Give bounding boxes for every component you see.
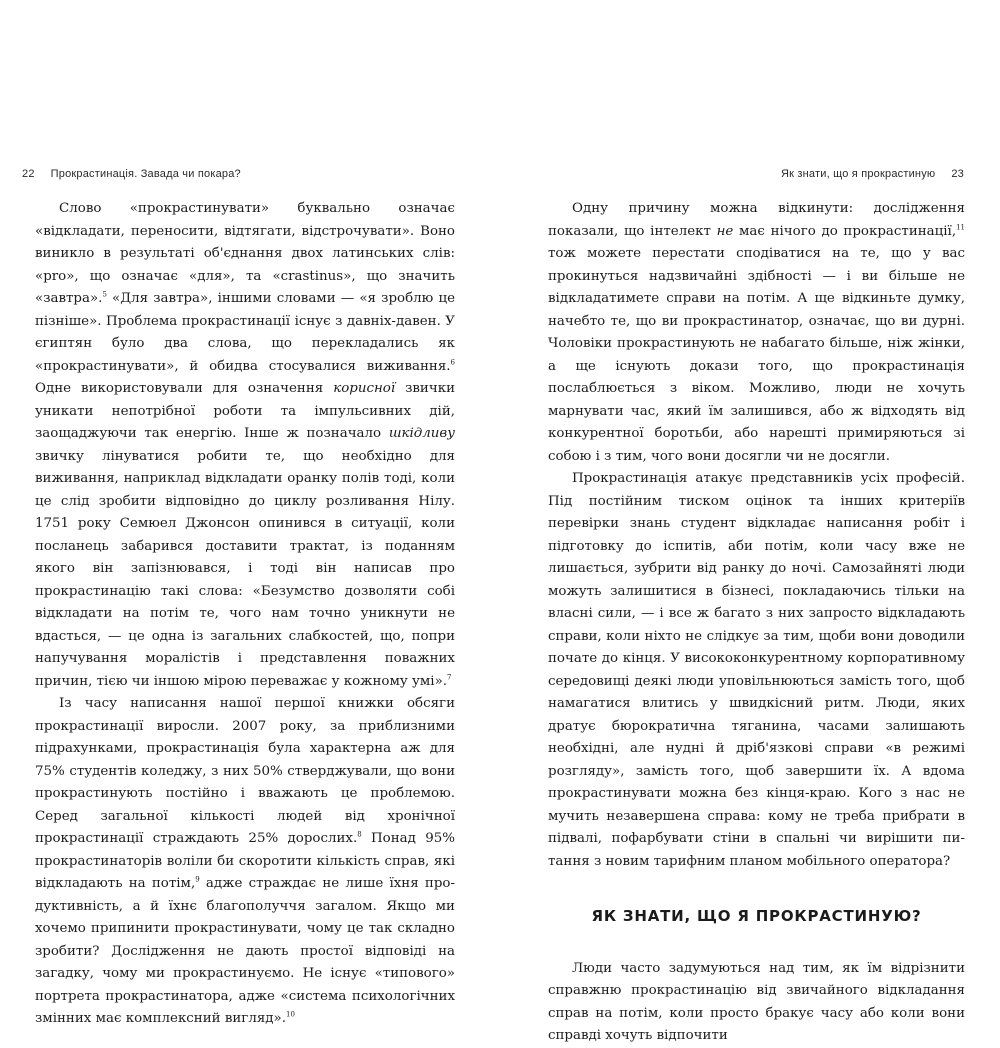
footnote-ref: 9: [195, 875, 200, 884]
footnote-ref: 8: [357, 830, 362, 839]
emphasis: шкідливу: [388, 426, 455, 441]
right-running-title: Як знати, що я прокрастиную: [780, 168, 936, 180]
footnote-ref: 5: [102, 290, 107, 299]
emphasis: корисної: [333, 381, 396, 396]
section-heading: ЯК ЗНАТИ, ЩО Я ПРОКРАСТИНУЮ?: [591, 907, 922, 925]
footnote-ref: 10: [285, 1010, 295, 1019]
left-running-head: [22, 168, 241, 180]
right-paragraph-1: Одну причину можна відкинути: дослідження показали, що інтелект не має нічого до прокрастинації,$^{11}$ тож можете перестати сподіватися на те, що у вас прокинуться надзвичайні здібності — і ви більше не відкладатимете справи на потім. А ще відкиньте думку, начебто те, що ви прокрастинатор, означає, що ви дурні. Чоловіки прокрастинують не набагато більше, ніж жінки, а ще існують докази того, що прокрастинація послаблюється з віком. Можливо, люди не хочуть марнувати час, який їм залишився, або ж відходять від конкурентної боротьби, або нарешті примиряються зі собою і з тим, чого вони досягли чи не досягли.: [548, 201, 966, 464]
footnote-ref: 7: [447, 673, 452, 682]
left-page-number: 22: [22, 168, 35, 180]
emphasis: не: [716, 223, 734, 239]
right-running-head: [781, 168, 964, 180]
right-paragraph-2: Прокрастинація атакує представників усіх професій. Під постійним тиском оцінок та інших критеріїв перевірки знань студент відкладає написання робіт і підготовку до іспитів, аби потім, коли часу вже не лишається, зубрити від ранку до ночі. Самозайняті люди можуть залишитися в бізнесі, покладаючись тільки на власні сили, — і все ж багато з них запросто відкладають справи, коли ніхто не слідкує за тим, щоби вони доводили почате до кінця. У висококонкурентному корпоративному середовищі деякі люди уповільнюються замість того, щоб намагатися влитись у швидкісний ритм. Люди, яких дратує бюрократична тяганина, часами залишають необхідні, але нудні й дріб'язкові справи «в режимі розгляду», замість того, щоб завершити їх. А вдома прокрастинувати можна без кінця-краю. Кого з нас не мучить незавершена справа: кому не треба прибрати в підвалі, пофарбувати стіни в спальні чи вирішити питання з новим тарифним планом мобільного оператора?: [548, 471, 965, 869]
left-running-title: Прокрастинація. Завада чи покара?: [50, 168, 241, 180]
left-page-body: [35, 198, 455, 1031]
left-paragraph-2: Із часу написання нашої першої книжки обсяги прокрастинації виросли. 2007 року, за приблизними підрахунками, прокрастинація була характерна аж для 75% студентів коледжу, з них 50% стверджували, що вони прокрастинують постійно і вважають це проблемою. Серед загальної кількості людей від хронічної прокрастинації страждають 25% дорослих.$^8$ Понад 95% прокрастинаторів воліли би скоротити кількість справ, які відкладають на потім,$^9$ адже страждає не лише їхня продуктивність, а й їхнє благополуччя загалом. Якщо ми хочемо припинити прокрастинувати, чому це так складно зробити? Дослідження не дають простої відповіді на загадку, чому ми прокрастинуємо. Не існує «типового» портрета прокрастинатора, адже «система психологічних змінних має комплексний вигляд».$^{10}$: [35, 696, 455, 1026]
right-page-number: 23: [951, 168, 964, 180]
left-paragraph-1: Слово «прокрастинувати» буквально означає «відкладати, переносити, відтягати, відстрочувати». Воно виникло в результаті об'єднання двох латинських слів: «pro», що означає «для», та «crastinus», що значить «завтра».$^5$ «Для завтра», іншими словами — «я зроблю це пізніше». Проблема прокрастинації існує з давніх-давен. У єгиптян було два слова, що перекладались як «прокрастинувати», й обидва стосувалися виживання.$^6$ Одне використовували для означення корисної звички уникати непотрібної роботи та імпульсивних дій, заощаджуючи так енергію. Інше ж позначало шкідливу звичку лінуватися робити те, що необхідно для виживання, наприклад відкладати оранку полів тоді, коли це слід зробити відповідно до циклу розливання Нілу. 1751 року Семюел Джонсон опинився в ситуації, коли посланець забарився доставити трактат, із поданням якого він запізнювався, і тоді він написав про прокрастинацію такі слова: «Безумство дозволяти собі відкладати на потім те, чого нам точно уникнути не вдасться, — це одна із загальних слабкостей, що, попри напучування моралістів і представлення поважних причин, тією чи іншою мірою переважає у кожному умі».$^7$: [35, 201, 455, 689]
footnote-ref: 11: [956, 223, 966, 232]
right-page-body: [548, 198, 965, 1048]
footnote-ref: 6: [450, 358, 455, 367]
right-paragraph-3: Люди часто задумуються над тим, як їм відрізнити справжню прокрастинацію від звичайного відкладання справ на потім, коли просто бракує часу або коли вони справді хочуть відпочити: [548, 960, 965, 1043]
